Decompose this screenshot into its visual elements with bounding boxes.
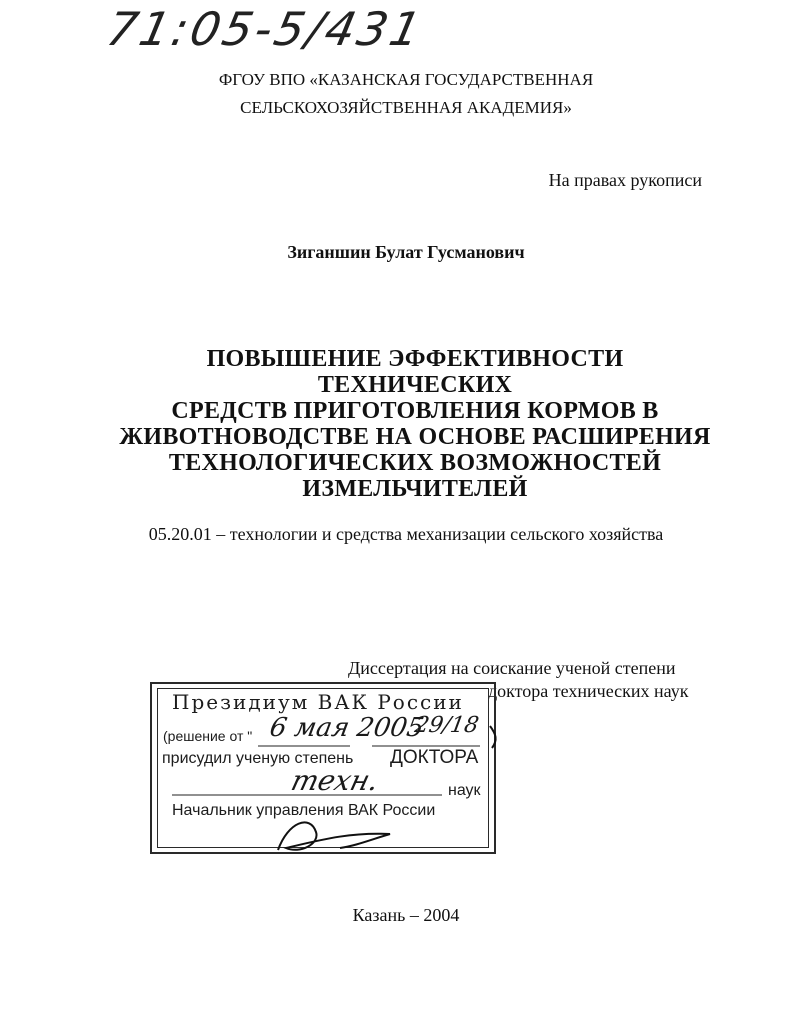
specialty-code: 05.20.01 – технологии и средства механизации сельского хозяйства — [148, 524, 664, 544]
stamp-decision-prefix: (решение от " — [163, 728, 253, 744]
stamp-header: Президиум ВАК России — [172, 690, 464, 714]
signature-mark — [278, 822, 390, 850]
stamp-degree: ДОКТОРА — [390, 747, 479, 768]
city-year: Казань – 2004 — [352, 905, 460, 925]
title-line: ЖИВОТНОВОДСТВЕ НА ОСНОВЕ РАСШИРЕНИЯ — [119, 424, 711, 450]
title-line: ТЕХНОЛОГИЧЕСКИХ ВОЗМОЖНОСТЕЙ — [168, 450, 662, 476]
organization-line-2: СЕЛЬСКОХОЗЯЙСТВЕННАЯ АКАДЕМИЯ» — [240, 98, 572, 117]
thesis-degree-line-2: доктора технических наук — [488, 681, 689, 701]
organization-line-1: ФГОУ ВПО «КАЗАНСКАЯ ГОСУДАРСТВЕННАЯ — [218, 70, 594, 89]
thesis-title — [110, 346, 720, 502]
title-line: ПОВЫШЕНИЕ ЭФФЕКТИВНОСТИ ТЕХНИЧЕСКИХ — [206, 346, 624, 398]
rights-note: На правах рукописи — [548, 170, 702, 190]
author-name: Зиганшин Булат Гусманович — [287, 242, 525, 262]
stamp-sciences: наук — [448, 782, 481, 799]
stamp-awarded-text: присудил ученую степень — [162, 750, 354, 767]
thesis-degree-line-1: Диссертация на соискание ученой степени — [348, 658, 676, 678]
stamp-decision-date: 6 мая 2005 — [267, 713, 427, 743]
title-line: ИЗМЕЛЬЧИТЕЛЕЙ — [302, 476, 528, 502]
archive-code-handwritten: 71:05-5/431 — [102, 2, 429, 56]
title-line: СРЕДСТВ ПРИГОТОВЛЕНИЯ КОРМОВ В — [171, 398, 659, 424]
stamp-head-title: Начальник управления ВАК России — [172, 802, 436, 819]
stamp-edge-flourish — [490, 726, 496, 748]
stamp-lines-and-signature — [150, 682, 510, 862]
stamp-field-handwritten: техн. — [287, 764, 383, 797]
stamp-decision-number: 29/18 — [412, 713, 481, 738]
